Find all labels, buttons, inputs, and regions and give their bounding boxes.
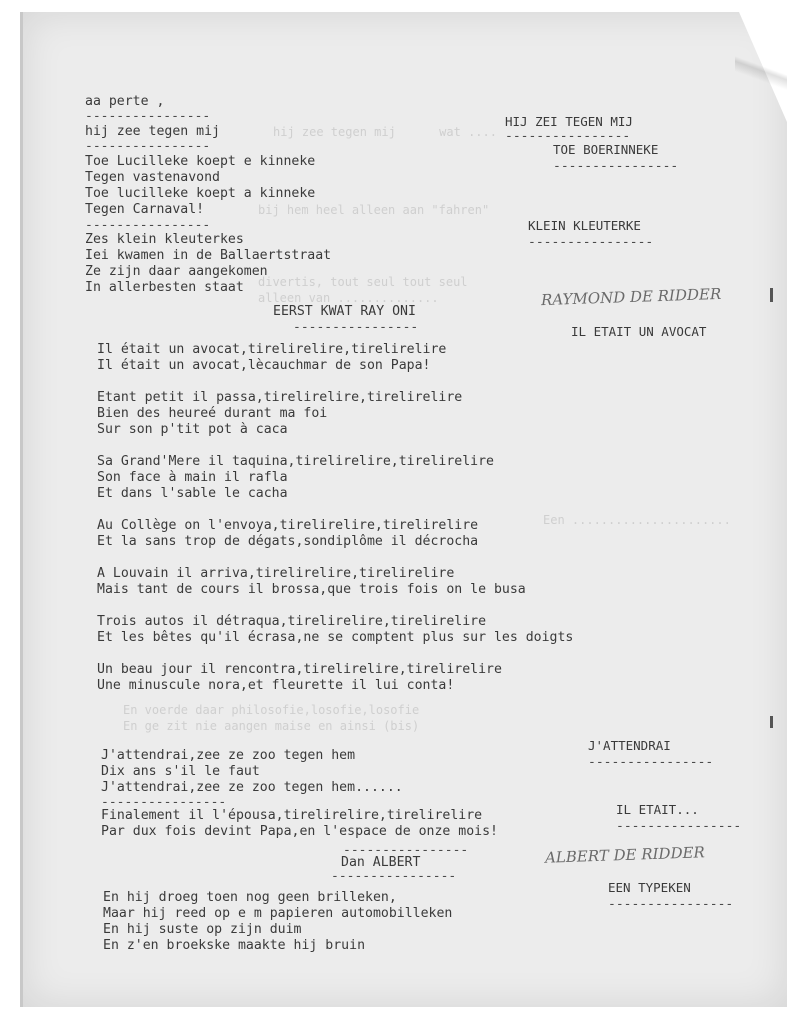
typed-page: [20, 12, 787, 1007]
divider-rule: ----------------: [85, 139, 211, 154]
verse-line: En hij droeg toen nog geen brilleken,: [103, 890, 397, 905]
section-title: EERST KWAT RAY ONI: [273, 304, 416, 319]
verse-line: Toe lucilleke koept a kinneke: [85, 186, 316, 201]
verse-line: A Louvain il arriva,tirelirelire,tirelirelire: [97, 566, 455, 581]
verse-line: Tegen Carnaval!: [85, 202, 205, 217]
verse-line: Zes klein kleuterkes: [85, 232, 244, 247]
verse-line: Bien des heureé durant ma foi: [97, 406, 328, 421]
verse-line: Par dux fois devint Papa,en l'espace de onze mois!: [101, 824, 498, 839]
right-label: IL ETAIT UN AVOCAT: [571, 324, 707, 339]
verse-line: In allerbesten staat: [85, 280, 244, 295]
verse-line: Et les bêtes qu'il écrasa,ne se comptent plus sur les doigts: [97, 630, 574, 645]
section-title: Dan ALBERT: [341, 855, 421, 870]
bleed-through-text: En voerde daar philosofie,losofie,losofie: [123, 703, 420, 717]
verse-line: J'attendrai,zee ze zoo tegen hem......: [101, 780, 403, 795]
verse-line: Il était un avocat,lècauchmar de son Papa!: [97, 358, 431, 373]
divider-rule: ----------------: [553, 159, 679, 174]
verse-line: En hij suste op zijn duim: [103, 922, 302, 937]
divider-rule: ----------------: [85, 109, 211, 124]
verse-line: Il était un avocat,tirelirelire,tirelirelire: [97, 342, 447, 357]
verse-line: Au Collège on l'envoya,tirelirelire,tirelirelire: [97, 518, 479, 533]
divider-rule: ----------------: [528, 235, 654, 250]
right-label: TOE BOERINNEKE: [553, 142, 659, 157]
verse-line: Mais tant de cours il brossa,que trois fois on le busa: [97, 582, 526, 597]
verse-line: Et dans l'sable le cacha: [97, 486, 288, 501]
right-label: EEN TYPEKEN: [608, 880, 691, 895]
verse-line: Trois autos il détraqua,tirelirelire,tirelirelire: [97, 614, 487, 629]
handwritten-signature: ALBERT DE RIDDER: [544, 843, 706, 867]
divider-rule: ----------------: [588, 755, 714, 770]
verse-line: Un beau jour il rencontra,tirelirelire,tirelirelire: [97, 662, 502, 677]
right-label: J'ATTENDRAI: [588, 738, 671, 753]
bleed-through-text: alleen van ..............: [258, 291, 439, 305]
right-label: KLEIN KLEUTERKE: [528, 218, 641, 233]
divider-rule: ----------------: [616, 819, 742, 834]
bleed-through-text: Een ......................: [543, 513, 731, 527]
verse-line: Une minuscule nora,et fleurette il lui conta!: [97, 678, 455, 693]
bleed-through-text: divertis, tout seul tout seul: [258, 275, 468, 289]
header-fragment: aa perte ,: [85, 94, 165, 109]
bleed-through-text: hij zee tegen mij wat ....: [273, 125, 497, 139]
verse-line: Dix ans s'il le faut: [101, 764, 260, 779]
verse-line: Toe Lucilleke koept e kinneke: [85, 154, 316, 169]
right-label: IL ETAIT...: [616, 802, 699, 817]
section-title: hij zee tegen mij: [85, 124, 220, 139]
divider-rule: ----------------: [331, 869, 457, 884]
verse-line: Finalement il l'épousa,tirelirelire,tirelirelire: [101, 808, 483, 823]
divider-rule: ----------------: [101, 795, 227, 810]
verse-line: Sur son p'tit pot à caca: [97, 422, 288, 437]
divider-rule: ----------------: [608, 897, 734, 912]
divider-rule: ----------------: [505, 129, 631, 144]
verse-line: Sa Grand'Mere il taquina,tirelirelire,tirelirelire: [97, 454, 494, 469]
verse-line: Etant petit il passa,tirelirelire,tirelirelire: [97, 390, 463, 405]
corner-shadow: [735, 12, 787, 124]
handwritten-signature: RAYMOND DE RIDDER: [540, 284, 722, 310]
divider-rule: ----------------: [343, 843, 469, 858]
verse-line: Tegen vastenavond: [85, 170, 220, 185]
verse-line: Et la sans trop de dégats,sondiplôme il décrocha: [97, 534, 479, 549]
edge-mark: [770, 716, 773, 728]
edge-mark: [770, 288, 773, 302]
verse-line: En z'en broekske maakte hij bruin: [103, 938, 366, 953]
verse-line: Ze zijn daar aangekomen: [85, 264, 268, 279]
divider-rule: ----------------: [293, 320, 419, 335]
verse-line: Son face à main il rafla: [97, 470, 288, 485]
verse-line: Iei kwamen in de Ballaertstraat: [85, 248, 332, 263]
right-label: HIJ ZEI TEGEN MIJ: [505, 114, 633, 129]
bleed-through-text: En ge zit nie aangen maise en ainsi (bis): [123, 719, 420, 733]
bleed-through-text: bij hem heel alleen aan "fahren": [258, 203, 490, 217]
divider-rule: ----------------: [85, 218, 211, 233]
verse-line: Maar hij reed op e m papieren automobilleken: [103, 906, 453, 921]
verse-line: J'attendrai,zee ze zoo tegen hem: [101, 748, 356, 763]
